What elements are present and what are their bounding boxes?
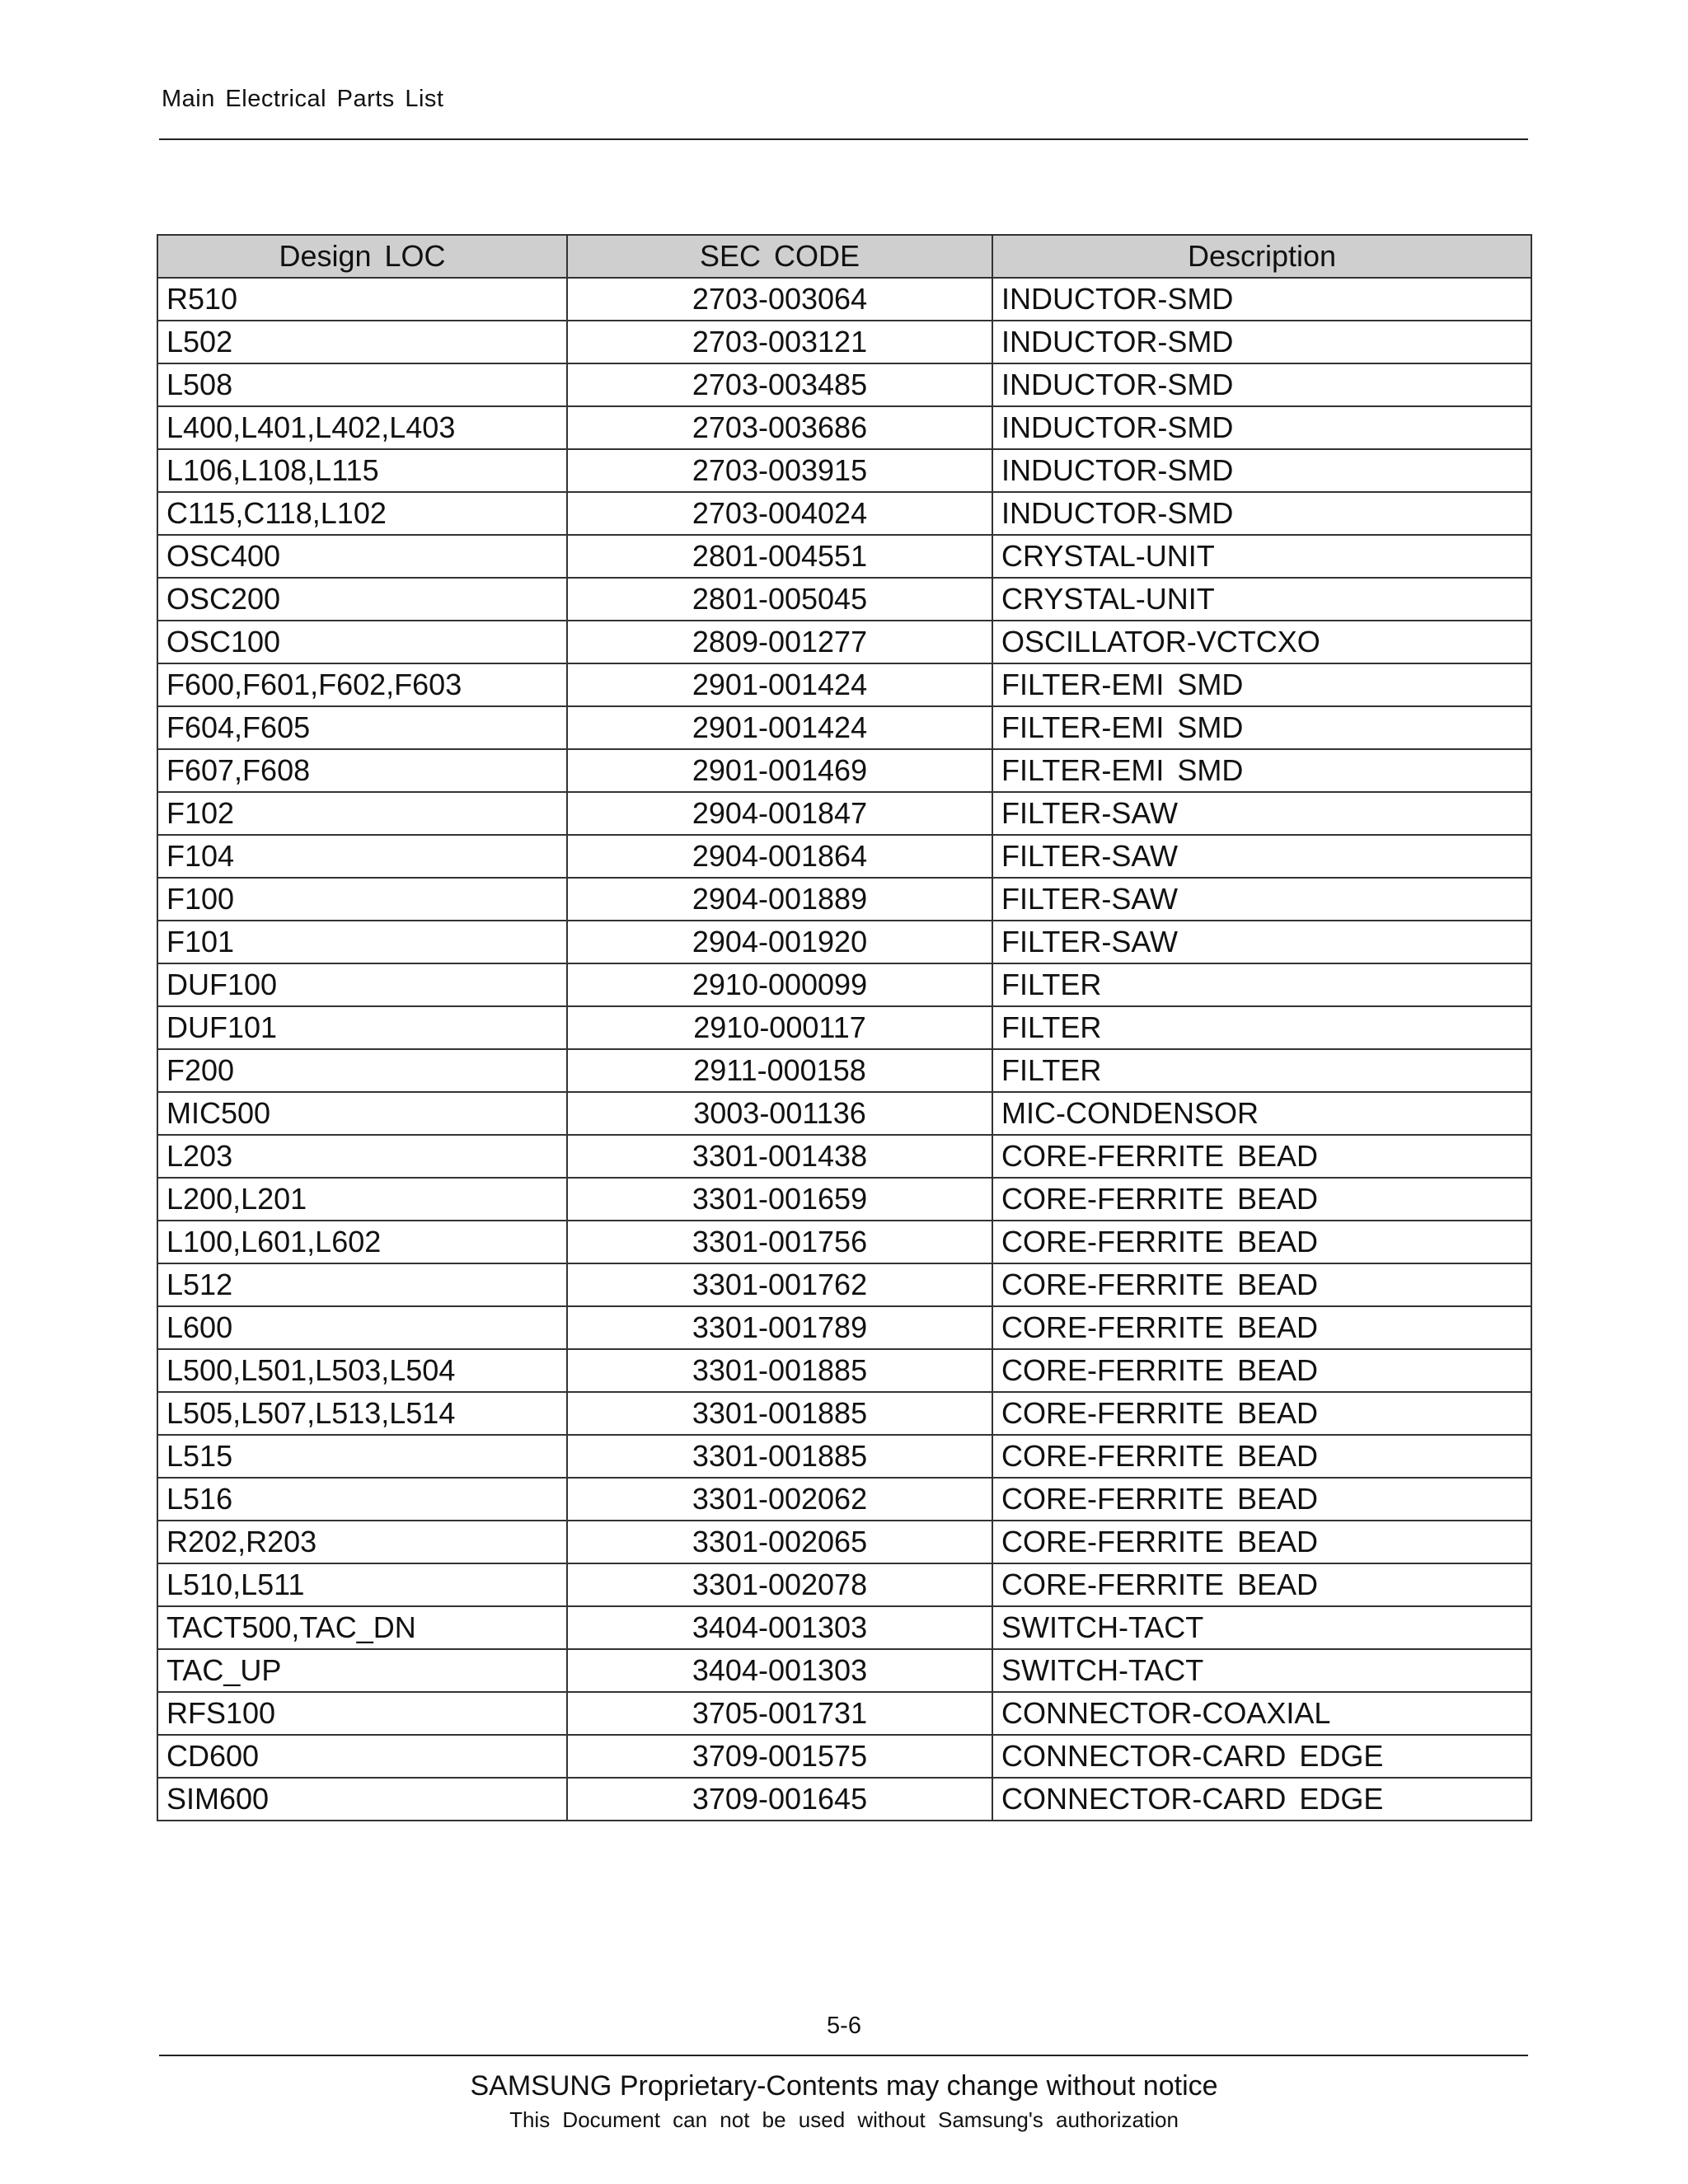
description-cell: CONNECTOR-COAXIAL <box>992 1692 1531 1735</box>
design-loc-cell: F101 <box>157 921 567 963</box>
description-cell: FILTER <box>992 963 1531 1006</box>
column-header-sec-code: SEC CODE <box>567 235 992 278</box>
description-cell: FILTER <box>992 1049 1531 1092</box>
table-row <box>157 535 1531 578</box>
description-cell: CORE-FERRITE BEAD <box>992 1306 1531 1349</box>
description-cell: OSCILLATOR-VCTCXO <box>992 621 1531 663</box>
design-loc-cell: L106,L108,L115 <box>157 449 567 492</box>
description-cell: CORE-FERRITE BEAD <box>992 1478 1531 1521</box>
page-header-title: Main Electrical Parts List <box>162 86 444 112</box>
description-cell: FILTER-EMI SMD <box>992 749 1531 792</box>
sec-code-cell: 3301-001885 <box>567 1435 992 1478</box>
description-cell: CORE-FERRITE BEAD <box>992 1221 1531 1263</box>
design-loc-cell: CD600 <box>157 1735 567 1778</box>
design-loc-cell: L500,L501,L503,L504 <box>157 1349 567 1392</box>
design-loc-cell: DUF100 <box>157 963 567 1006</box>
description-cell: CORE-FERRITE BEAD <box>992 1392 1531 1435</box>
table-row <box>157 1606 1531 1649</box>
sec-code-cell: 2911-000158 <box>567 1049 992 1092</box>
design-loc-cell: F102 <box>157 792 567 835</box>
design-loc-cell: RFS100 <box>157 1692 567 1735</box>
design-loc-cell: C115,C118,L102 <box>157 492 567 535</box>
description-cell: MIC-CONDENSOR <box>992 1092 1531 1135</box>
design-loc-cell: MIC500 <box>157 1092 567 1135</box>
description-cell: SWITCH-TACT <box>992 1649 1531 1692</box>
sec-code-cell: 3301-002065 <box>567 1521 992 1563</box>
design-loc-cell: OSC400 <box>157 535 567 578</box>
table-row <box>157 1092 1531 1135</box>
sec-code-cell: 3709-001575 <box>567 1735 992 1778</box>
description-cell: FILTER-SAW <box>992 921 1531 963</box>
design-loc-cell: L508 <box>157 363 567 406</box>
sec-code-cell: 3301-001438 <box>567 1135 992 1178</box>
table-row <box>157 406 1531 449</box>
design-loc-cell: R202,R203 <box>157 1521 567 1563</box>
description-cell: FILTER-SAW <box>992 878 1531 921</box>
design-loc-cell: F104 <box>157 835 567 878</box>
design-loc-cell: L502 <box>157 321 567 363</box>
description-cell: INDUCTOR-SMD <box>992 406 1531 449</box>
parts-table-head <box>157 235 1531 278</box>
table-row <box>157 921 1531 963</box>
description-cell: INDUCTOR-SMD <box>992 278 1531 321</box>
sec-code-cell: 2901-001424 <box>567 663 992 706</box>
design-loc-cell: L400,L401,L402,L403 <box>157 406 567 449</box>
sec-code-cell: 2904-001920 <box>567 921 992 963</box>
table-row <box>157 449 1531 492</box>
page-number: 5-6 <box>827 2013 861 2039</box>
description-cell: FILTER-SAW <box>992 792 1531 835</box>
sec-code-cell: 3301-001762 <box>567 1263 992 1306</box>
header-row <box>157 235 1531 278</box>
table-row <box>157 792 1531 835</box>
table-row <box>157 663 1531 706</box>
design-loc-cell: L516 <box>157 1478 567 1521</box>
table-row <box>157 1435 1531 1478</box>
description-cell: INDUCTOR-SMD <box>992 492 1531 535</box>
table-row <box>157 1649 1531 1692</box>
sec-code-cell: 2801-005045 <box>567 578 992 621</box>
description-cell: CORE-FERRITE BEAD <box>992 1349 1531 1392</box>
description-cell: INDUCTOR-SMD <box>992 363 1531 406</box>
design-loc-cell: L200,L201 <box>157 1178 567 1221</box>
header-divider <box>159 138 1528 140</box>
sec-code-cell: 2904-001889 <box>567 878 992 921</box>
description-cell: SWITCH-TACT <box>992 1606 1531 1649</box>
sec-code-cell: 2809-001277 <box>567 621 992 663</box>
table-row <box>157 1006 1531 1049</box>
sec-code-cell: 2904-001864 <box>567 835 992 878</box>
design-loc-cell: F604,F605 <box>157 706 567 749</box>
table-row <box>157 1178 1531 1221</box>
sec-code-cell: 3301-001659 <box>567 1178 992 1221</box>
footer-proprietary-notice: SAMSUNG Proprietary-Contents may change without notice <box>470 2070 1218 2102</box>
table-row <box>157 363 1531 406</box>
column-header-description: Description <box>992 235 1531 278</box>
description-cell: FILTER-EMI SMD <box>992 663 1531 706</box>
table-row <box>157 878 1531 921</box>
description-cell: CORE-FERRITE BEAD <box>992 1435 1531 1478</box>
sec-code-cell: 2703-003915 <box>567 449 992 492</box>
description-cell: CORE-FERRITE BEAD <box>992 1563 1531 1606</box>
sec-code-cell: 2703-003485 <box>567 363 992 406</box>
design-loc-cell: F200 <box>157 1049 567 1092</box>
sec-code-cell: 2901-001424 <box>567 706 992 749</box>
design-loc-cell: OSC200 <box>157 578 567 621</box>
description-cell: CORE-FERRITE BEAD <box>992 1521 1531 1563</box>
table-row <box>157 1135 1531 1178</box>
table-row <box>157 1478 1531 1521</box>
design-loc-cell: DUF101 <box>157 1006 567 1049</box>
sec-code-cell: 3301-001756 <box>567 1221 992 1263</box>
sec-code-cell: 2703-004024 <box>567 492 992 535</box>
table-row <box>157 1221 1531 1263</box>
table-row <box>157 278 1531 321</box>
table-row <box>157 1049 1531 1092</box>
description-cell: CRYSTAL-UNIT <box>992 535 1531 578</box>
design-loc-cell: OSC100 <box>157 621 567 663</box>
parts-table-body <box>157 278 1531 1821</box>
design-loc-cell: R510 <box>157 278 567 321</box>
description-cell: CONNECTOR-CARD EDGE <box>992 1735 1531 1778</box>
table-row <box>157 1306 1531 1349</box>
table-row <box>157 1263 1531 1306</box>
sec-code-cell: 2901-001469 <box>567 749 992 792</box>
sec-code-cell: 3301-002078 <box>567 1563 992 1606</box>
table-row <box>157 963 1531 1006</box>
description-cell: CONNECTOR-CARD EDGE <box>992 1778 1531 1821</box>
table-row <box>157 835 1531 878</box>
sec-code-cell: 3301-001885 <box>567 1349 992 1392</box>
table-row <box>157 749 1531 792</box>
table-row <box>157 1392 1531 1435</box>
design-loc-cell: SIM600 <box>157 1778 567 1821</box>
table-row <box>157 1521 1531 1563</box>
design-loc-cell: TACT500,TAC_DN <box>157 1606 567 1649</box>
description-cell: FILTER-EMI SMD <box>992 706 1531 749</box>
sec-code-cell: 2703-003064 <box>567 278 992 321</box>
sec-code-cell: 3301-002062 <box>567 1478 992 1521</box>
description-cell: FILTER <box>992 1006 1531 1049</box>
design-loc-cell: L515 <box>157 1435 567 1478</box>
sec-code-cell: 3301-001885 <box>567 1392 992 1435</box>
design-loc-cell: F100 <box>157 878 567 921</box>
footer-divider <box>159 2055 1528 2056</box>
table-row <box>157 321 1531 363</box>
parts-table <box>157 234 1532 1821</box>
design-loc-cell: L505,L507,L513,L514 <box>157 1392 567 1435</box>
sec-code-cell: 3709-001645 <box>567 1778 992 1821</box>
table-row <box>157 1692 1531 1735</box>
sec-code-cell: 3705-001731 <box>567 1692 992 1735</box>
sec-code-cell: 3404-001303 <box>567 1649 992 1692</box>
design-loc-cell: F600,F601,F602,F603 <box>157 663 567 706</box>
table-row <box>157 706 1531 749</box>
table-row <box>157 578 1531 621</box>
description-cell: INDUCTOR-SMD <box>992 321 1531 363</box>
table-row <box>157 621 1531 663</box>
sec-code-cell: 2910-000117 <box>567 1006 992 1049</box>
table-row <box>157 1563 1531 1606</box>
description-cell: CORE-FERRITE BEAD <box>992 1263 1531 1306</box>
sec-code-cell: 3404-001303 <box>567 1606 992 1649</box>
sec-code-cell: 2703-003121 <box>567 321 992 363</box>
sec-code-cell: 3301-001789 <box>567 1306 992 1349</box>
description-cell: CRYSTAL-UNIT <box>992 578 1531 621</box>
sec-code-cell: 2910-000099 <box>567 963 992 1006</box>
sec-code-cell: 2904-001847 <box>567 792 992 835</box>
footer-authorization-notice: This Document can not be used without Samsung's authorization <box>509 2107 1179 2132</box>
description-cell: FILTER-SAW <box>992 835 1531 878</box>
description-cell: CORE-FERRITE BEAD <box>992 1178 1531 1221</box>
column-header-design-loc: Design LOC <box>157 235 567 278</box>
sec-code-cell: 3003-001136 <box>567 1092 992 1135</box>
design-loc-cell: TAC_UP <box>157 1649 567 1692</box>
design-loc-cell: L512 <box>157 1263 567 1306</box>
table-row <box>157 1735 1531 1778</box>
table-row <box>157 1349 1531 1392</box>
table-row <box>157 492 1531 535</box>
description-cell: INDUCTOR-SMD <box>992 449 1531 492</box>
design-loc-cell: F607,F608 <box>157 749 567 792</box>
description-cell: CORE-FERRITE BEAD <box>992 1135 1531 1178</box>
design-loc-cell: L600 <box>157 1306 567 1349</box>
design-loc-cell: L510,L511 <box>157 1563 567 1606</box>
design-loc-cell: L100,L601,L602 <box>157 1221 567 1263</box>
design-loc-cell: L203 <box>157 1135 567 1178</box>
sec-code-cell: 2801-004551 <box>567 535 992 578</box>
sec-code-cell: 2703-003686 <box>567 406 992 449</box>
table-row <box>157 1778 1531 1821</box>
